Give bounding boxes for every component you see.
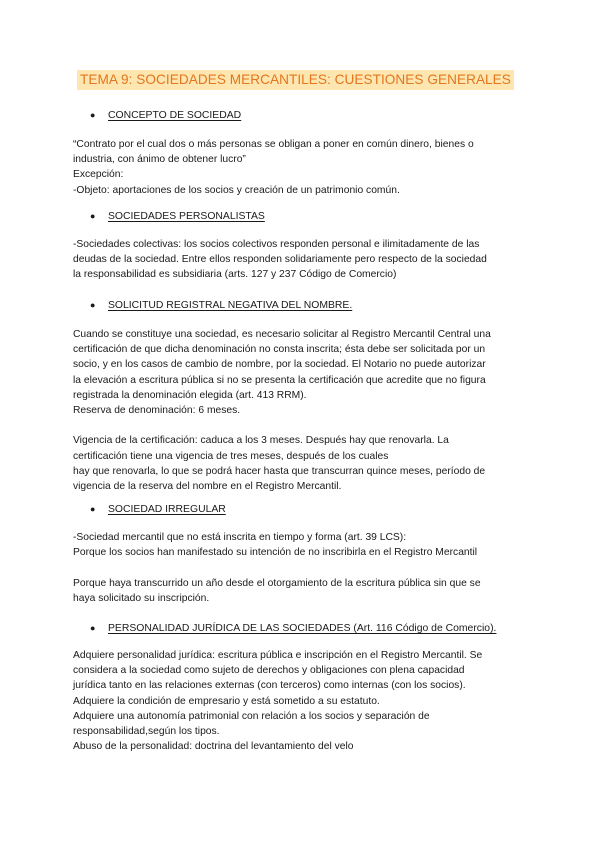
text-line: certificación de que dicha denominación no consta inscrita; ésta debe ser solicitada por un xyxy=(73,344,486,356)
section-body-personalidad xyxy=(73,648,535,754)
section-heading-label: SOLICITUD REGISTRAL NEGATIVA DEL NOMBRE. xyxy=(108,300,353,311)
text-line: Abuso de la personalidad: doctrina del levantamiento del velo xyxy=(73,741,354,753)
section-heading-label: SOCIEDADES PERSONALISTAS xyxy=(108,211,265,222)
section-body-concepto xyxy=(73,137,535,198)
blank-line xyxy=(73,560,535,575)
text-line: jurídica tanto en las relaciones externas (con terceros) como internas (con los socios). xyxy=(73,680,466,692)
bullet-icon: ● xyxy=(90,110,96,120)
text-line: -Objeto: aportaciones de los socios y creación de un patrimonio común. xyxy=(73,184,400,196)
text-line: Excepción: xyxy=(73,169,124,181)
section-heading-personalistas xyxy=(90,209,265,224)
section-heading-label: CONCEPTO DE SOCIEDAD xyxy=(108,110,242,121)
bullet-icon: ● xyxy=(90,504,96,514)
text-line: Porque haya transcurrido un año desde el otorgamiento de la escritura pública sin que se xyxy=(73,577,481,589)
text-line: Porque los socios han manifestado su intención de no inscribirla en el Registro Mercantil xyxy=(73,547,478,559)
text-line: Vigencia de la certificación: caduca a los 3 meses. Después hay que renovarla. La xyxy=(73,435,449,447)
document-title: TEMA 9: SOCIEDADES MERCANTILES: CUESTIONES GENERALES xyxy=(77,70,514,90)
text-line: certificación tiene una vigencia de tres meses, después de los cuales xyxy=(73,450,389,462)
text-line: Adquiere la condición de empresario y está sometido a su estatuto. xyxy=(73,695,380,707)
section-heading-irregular xyxy=(90,502,226,517)
text-line: considera a la sociedad como sujeto de derechos y obligaciones con plena capacidad xyxy=(73,665,465,677)
text-line: Adquiere personalidad jurídica: escritura pública e inscripción en el Registro Mercantil. Se xyxy=(73,650,483,661)
section-heading-label: SOCIEDAD IRREGULAR xyxy=(108,504,226,515)
text-line: Adquiere una autonomía patrimonial con relación a los socios y separación de xyxy=(73,710,430,722)
text-line: -Sociedades colectivas: los socios colectivos responden personal e ilimitadamente de las xyxy=(73,239,480,250)
bullet-icon: ● xyxy=(90,300,96,310)
text-line: deudas de la sociedad. Entre ellos responden solidariamente pero respecto de la sociedad xyxy=(73,254,487,266)
section-body-personalistas xyxy=(73,237,535,283)
bullet-icon: ● xyxy=(90,623,96,633)
text-line: responsabilidad,según los tipos. xyxy=(73,726,220,738)
text-line: “Contrato por el cual dos o más personas se obligan a poner en común dinero, bienes o xyxy=(73,139,474,150)
text-line: -Sociedad mercantil que no está inscrita en tiempo y forma (art. 39 LCS): xyxy=(73,532,407,543)
section-body-solicitud xyxy=(73,327,535,494)
text-line: Reserva de denominación: 6 meses. xyxy=(73,405,241,417)
text-line: socio, y en los casos de cambio de nombre, por la sociedad. El Notario no puede autorizar xyxy=(73,359,486,371)
text-line: Cuando se constituye una sociedad, es necesario solicitar al Registro Mercantil Central una xyxy=(73,329,491,340)
section-heading-solicitud xyxy=(90,298,352,313)
blank-line xyxy=(73,418,535,433)
text-line: vigencia de la reserva del nombre en el Registro Mercantil. xyxy=(73,481,342,493)
section-body-irregular xyxy=(73,530,535,606)
text-line: la responsabilidad es subsidiaria (arts. 127 y 237 Código de Comercio) xyxy=(73,269,397,281)
bullet-icon: ● xyxy=(90,211,96,221)
text-line: registrada la denominación elegida (art. 413 RRM). xyxy=(73,389,307,401)
section-heading-concepto xyxy=(90,108,241,123)
text-line: industria, con ánimo de obtener lucro” xyxy=(73,154,246,166)
text-line: haya solicitado su inscripción. xyxy=(73,592,210,604)
text-line: hay que renovarla, lo que se podrá hacer hasta que transcurran quince meses, período de xyxy=(73,465,486,477)
section-heading-personalidad xyxy=(90,621,496,636)
section-heading-label: PERSONALIDAD JURÍDICA DE LAS SOCIEDADES (Art. 116 Código de Comercio). xyxy=(108,623,497,634)
text-line: la elevación a escritura pública si no se presenta la certificación que acredite que no figura xyxy=(73,374,486,386)
